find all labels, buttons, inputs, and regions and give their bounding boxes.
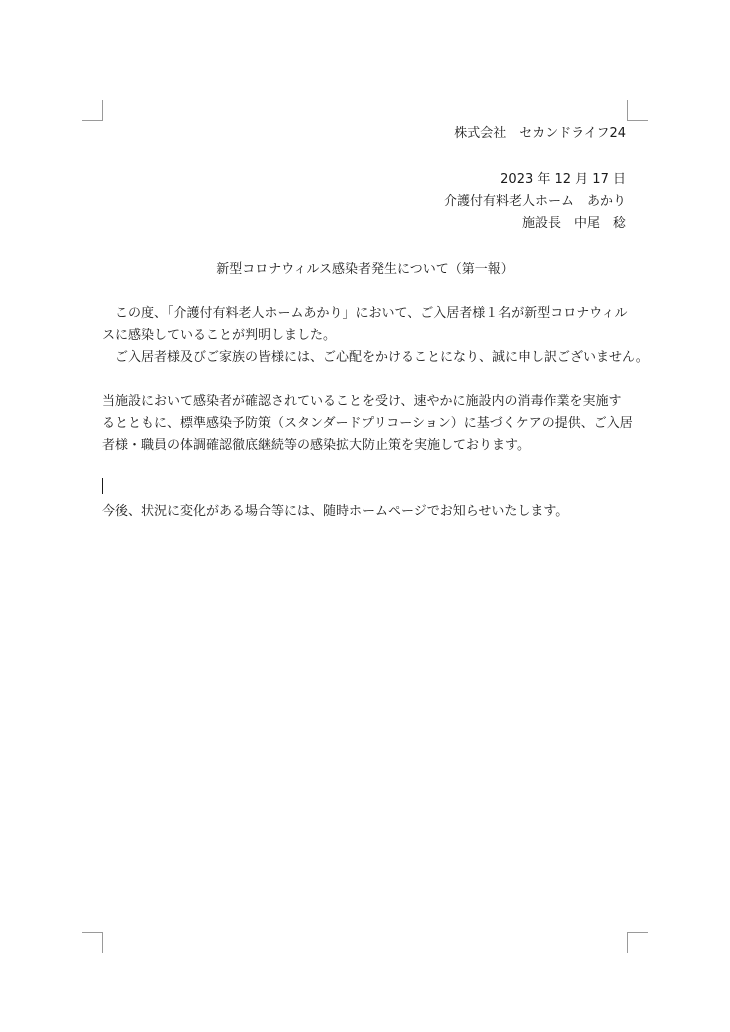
paragraph-2-line-3: 者様・職員の体調確認徹底継続等の感染拡大防止策を実施しております。 [102,438,530,453]
margin-mark-bottom-right [627,932,648,953]
paragraph-2-line-2: るとともに、標準感染予防策（スタンダードプリコーション）に基づくケアの提供、ご入居 [102,416,633,431]
margin-mark-top-left [82,100,103,121]
text-cursor [102,478,103,494]
document-date: 2023 年 12 月 17 日 [500,172,626,187]
margin-mark-top-right [627,100,648,121]
paragraph-1-line-1: この度、「介護付有料老人ホームあかり」において、ご入居者様１名が新型コロナウィル [115,306,628,321]
director-name: 施設長 中尾 稔 [521,216,626,231]
document-title: 新型コロナウィルス感染者発生について（第一報） [216,262,514,277]
paragraph-1-line-2: スに感染していることが判明しました。 [102,328,337,343]
company-name: 株式会社 セカンドライフ24 [454,126,626,141]
paragraph-2-line-1: 当施設において感染者が確認されていることを受け、速やかに施設内の消毒作業を実施す [102,394,622,409]
paragraph-3-line-1: 今後、状況に変化がある場合等には、随時ホームページでお知らせいたします。 [102,504,569,519]
margin-mark-bottom-left [82,932,103,953]
facility-name: 介護付有料老人ホーム あかり [443,194,626,209]
paragraph-1-line-3: ご入居者様及びご家族の皆様には、ご心配をかけることになり、誠に申し訳ございません。 [115,350,649,365]
